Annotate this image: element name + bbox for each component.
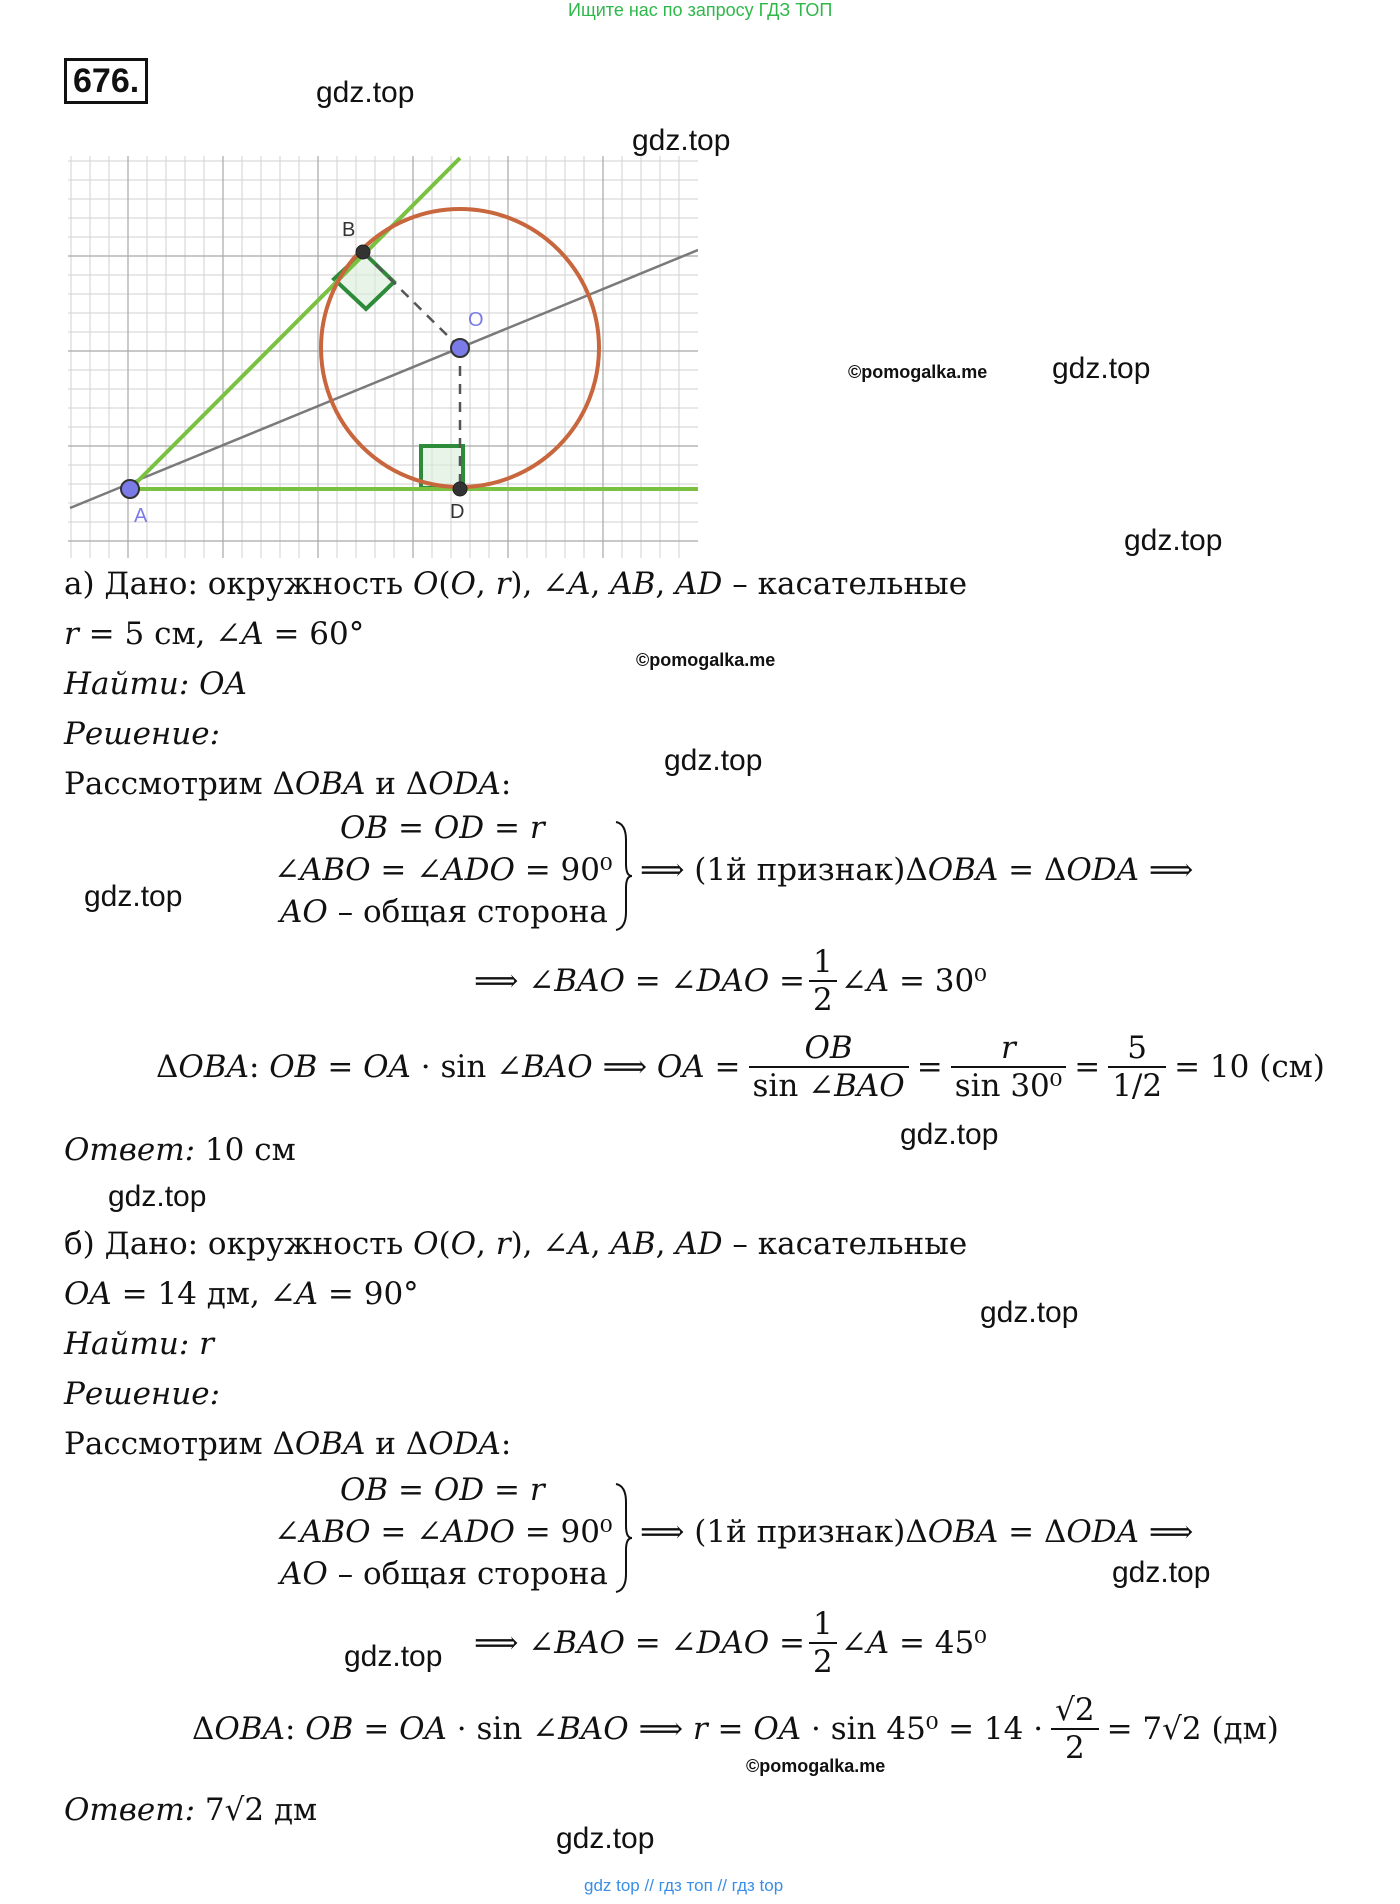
watermark-gdz: gdz.top [556,1822,655,1855]
part-b-system-result: ⟹ (1й признак)Δ𝑂𝐵𝐴 = Δ𝑂𝐷𝐴 ⟹ [640,1514,1194,1550]
part-a-f3-den: 1/2 [1112,1068,1163,1104]
part-a-f1-den: sin ∠𝐵𝐴𝑂 [752,1068,905,1104]
watermark-pomogalka: ©pomogalka.me [636,650,776,670]
part-a-angle-rhs: ∠𝐴 = 30⁰ [840,963,987,999]
label-b: B [342,219,356,241]
part-b-half-num: 1 [809,1606,837,1644]
part-a-find: Найти: 𝑂𝐴 [64,666,247,702]
bottom-banner[interactable]: gdz top // гдз топ // гдз top [584,1876,784,1895]
part-a-angle-equation [474,944,987,1018]
part-b-sqrt-fraction [1051,1692,1098,1766]
part-a-calculation [156,1030,1325,1104]
part-a-f1-num: 𝑂𝐵 [749,1030,909,1068]
watermark-gdz: gdz.top [632,124,731,157]
part-a-system-brace [614,820,634,932]
geometry-figure [68,156,698,558]
watermark-pomogalka: ©pomogalka.me [848,362,988,382]
part-a-system-result: ⟹ (1й признак)Δ𝑂𝐵𝐴 = Δ𝑂𝐷𝐴 ⟹ [640,852,1194,888]
part-a-solution-label: Решение: [64,716,221,752]
part-b-answer-label: Ответ: [64,1792,196,1828]
part-a-system-line-3: 𝐴𝑂 – общая сторона [280,894,608,930]
part-a-fraction-1 [749,1030,909,1104]
watermark-gdz: gdz.top [900,1118,999,1151]
part-b-answer [64,1792,317,1828]
part-b-half-den: 2 [813,1644,833,1680]
part-b-angle-rhs: ∠𝐴 = 45⁰ [840,1625,987,1661]
point-d [453,482,467,496]
part-a-eq-sign: = [916,1049,943,1085]
part-b-calc-rhs: = 7√2 (дм) [1106,1711,1279,1747]
part-a-half-num: 1 [809,944,837,982]
part-b-consider: Рассмотрим Δ𝑂𝐵𝐴 и Δ𝑂𝐷𝐴: [64,1426,512,1462]
part-b-half-fraction [809,1606,837,1680]
part-b-given: б) Дано: окружность 𝑂(𝑂, 𝑟), ∠𝐴, 𝐴𝐵, 𝐴𝐷 – касательные [64,1226,968,1262]
right-angle-mark-b [334,252,394,309]
watermark-gdz: gdz.top [344,1640,443,1673]
problem-number: 676. [64,58,148,104]
part-a-system-line-2: ∠𝐴𝐵𝑂 = ∠𝐴𝐷𝑂 = 90⁰ [274,852,613,888]
part-a-values: 𝑟 = 5 см, ∠𝐴 = 60° [64,616,365,652]
part-a-calc-rhs: = 10 (см) [1174,1049,1325,1085]
watermark-gdz: gdz.top [664,744,763,777]
part-b-solution-label: Решение: [64,1376,221,1412]
part-b-system-line-2: ∠𝐴𝐵𝑂 = ∠𝐴𝐷𝑂 = 90⁰ [274,1514,613,1550]
part-a-half-fraction [809,944,837,1018]
part-b-values: 𝑂𝐴 = 14 дм, ∠𝐴 = 90° [64,1276,419,1312]
label-d: D [450,501,465,523]
point-o [451,339,469,357]
point-b [356,245,370,259]
part-a-eq-sign: = [1074,1049,1101,1085]
watermark-gdz: gdz.top [1112,1556,1211,1589]
part-a-answer-value: 10 см [195,1132,296,1168]
part-b-find: Найти: 𝑟 [64,1326,214,1362]
part-b-angle-lhs: ⟹ ∠𝐵𝐴𝑂 = ∠𝐷𝐴𝑂 = [474,1625,805,1661]
part-a-f2-num: 𝑟 [951,1030,1067,1068]
part-b-calc-lhs: Δ𝑂𝐵𝐴: 𝑂𝐵 = 𝑂𝐴 · sin ∠𝐵𝐴𝑂 ⟹ 𝑟 = 𝑂𝐴 · sin 45⁰ = 14 · [192,1711,1044,1747]
watermark-gdz: gdz.top [980,1296,1079,1329]
part-a-given: а) Дано: окружность 𝑂(𝑂, 𝑟), ∠𝐴, 𝐴𝐵, 𝐴𝐷 – касательные [64,566,968,602]
watermark-gdz: gdz.top [316,76,415,109]
watermark-gdz: gdz.top [1124,524,1223,557]
watermark-gdz: gdz.top [108,1180,207,1213]
part-a-system-line-1: 𝑂𝐵 = 𝑂𝐷 = 𝑟 [340,810,545,846]
part-a-angle-lhs: ⟹ ∠𝐵𝐴𝑂 = ∠𝐷𝐴𝑂 = [474,963,805,999]
tangent-line-ab [130,158,460,489]
part-a-consider: Рассмотрим Δ𝑂𝐵𝐴 и Δ𝑂𝐷𝐴: [64,766,512,802]
part-b-system-line-3: 𝐴𝑂 – общая сторона [280,1556,608,1592]
part-a-answer-label: Ответ: [64,1132,196,1168]
watermark-pomogalka: ©pomogalka.me [746,1756,886,1776]
watermark-gdz: gdz.top [1052,352,1151,385]
part-a-calc-lhs: Δ𝑂𝐵𝐴: 𝑂𝐵 = 𝑂𝐴 · sin ∠𝐵𝐴𝑂 ⟹ 𝑂𝐴 = [156,1049,741,1085]
label-a: A [134,505,148,527]
label-o: O [468,309,484,331]
part-b-angle-equation [474,1606,987,1680]
part-b-f-num: √2 [1051,1692,1098,1730]
top-banner[interactable]: Ищите нас по запросу ГДЗ ТОП [568,0,833,20]
part-b-f-den: 2 [1064,1730,1085,1766]
watermark-gdz: gdz.top [84,880,183,913]
part-a-fraction-2 [951,1030,1067,1104]
part-a-f2-den: sin 30⁰ [954,1068,1063,1104]
part-b-system-line-1: 𝑂𝐵 = 𝑂𝐷 = 𝑟 [340,1472,545,1508]
part-a-f3-num: 5 [1108,1030,1166,1068]
grid-major [68,156,698,558]
part-b-calculation [192,1692,1279,1766]
part-b-system-brace [614,1482,634,1594]
part-b-answer-value: 7√2 дм [195,1792,318,1828]
part-a-answer [64,1132,296,1168]
part-a-half-den: 2 [813,982,833,1018]
point-a [121,480,139,498]
part-a-fraction-3 [1108,1030,1166,1104]
